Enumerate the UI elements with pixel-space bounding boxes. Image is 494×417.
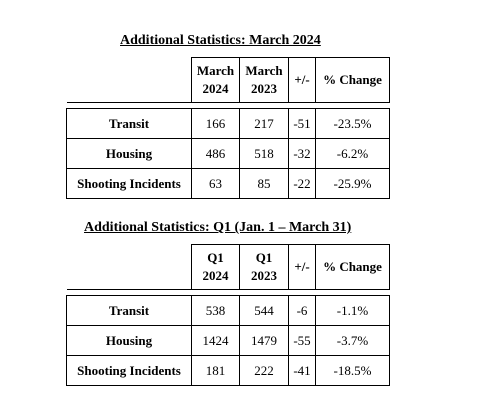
quarterly-stats-title: Additional Statistics: Q1 (Jan. 1 – March 31) (84, 220, 352, 235)
row-label: Housing (67, 139, 192, 169)
table-row (67, 326, 390, 356)
header-line: March (196, 63, 235, 78)
cell-value: 1479 (240, 326, 289, 356)
header-q1-2024 (192, 245, 240, 290)
cell-diff: -6 (289, 296, 316, 326)
monthly-stats-table (66, 57, 390, 199)
quarterly-stats-table (66, 244, 390, 386)
header-line: Q1 (207, 250, 224, 265)
header-march-2024 (192, 58, 240, 103)
cell-pct: -18.5% (316, 356, 390, 386)
row-label: Transit (67, 296, 192, 326)
cell-pct: -25.9% (316, 169, 390, 199)
cell-pct: -3.7% (316, 326, 390, 356)
header-line: 2024 (202, 81, 229, 96)
cell-diff: -55 (289, 326, 316, 356)
header-percent-change: % Change (316, 245, 390, 290)
table-row (67, 169, 390, 199)
cell-diff: -51 (289, 109, 316, 139)
header-q1-2023 (240, 245, 289, 290)
header-line: March (245, 63, 283, 78)
header-difference: +/- (289, 245, 316, 290)
cell-value: 486 (192, 139, 240, 169)
header-line: Q1 (255, 250, 273, 265)
monthly-stats-title: Additional Statistics: March 2024 (120, 33, 321, 48)
cell-pct: -1.1% (316, 296, 390, 326)
table-row (67, 109, 390, 139)
table-row (67, 356, 390, 386)
row-label: Housing (67, 326, 192, 356)
row-label: Shooting Incidents (67, 356, 192, 386)
cell-pct: -23.5% (316, 109, 390, 139)
cell-value: 217 (240, 109, 289, 139)
header-line: 2023 (251, 268, 277, 283)
cell-pct: -6.2% (316, 139, 390, 169)
table-header-row (67, 245, 390, 290)
cell-value: 166 (192, 109, 240, 139)
cell-value: 222 (240, 356, 289, 386)
cell-diff: -32 (289, 139, 316, 169)
header-blank-cell (67, 58, 192, 103)
cell-diff: -41 (289, 356, 316, 386)
row-label: Transit (67, 109, 192, 139)
header-march-2023 (240, 58, 289, 103)
header-line: 2023 (251, 81, 277, 96)
table-row (67, 139, 390, 169)
row-label: Shooting Incidents (67, 169, 192, 199)
table-header-row (67, 58, 390, 103)
header-percent-change: % Change (316, 58, 390, 103)
header-blank-cell (67, 245, 192, 290)
cell-value: 544 (240, 296, 289, 326)
header-difference: +/- (289, 58, 316, 103)
cell-value: 538 (192, 296, 240, 326)
cell-value: 181 (192, 356, 240, 386)
cell-value: 85 (240, 169, 289, 199)
cell-value: 1424 (192, 326, 240, 356)
cell-diff: -22 (289, 169, 316, 199)
table-row (67, 296, 390, 326)
header-line: 2024 (202, 268, 229, 283)
cell-value: 518 (240, 139, 289, 169)
cell-value: 63 (192, 169, 240, 199)
